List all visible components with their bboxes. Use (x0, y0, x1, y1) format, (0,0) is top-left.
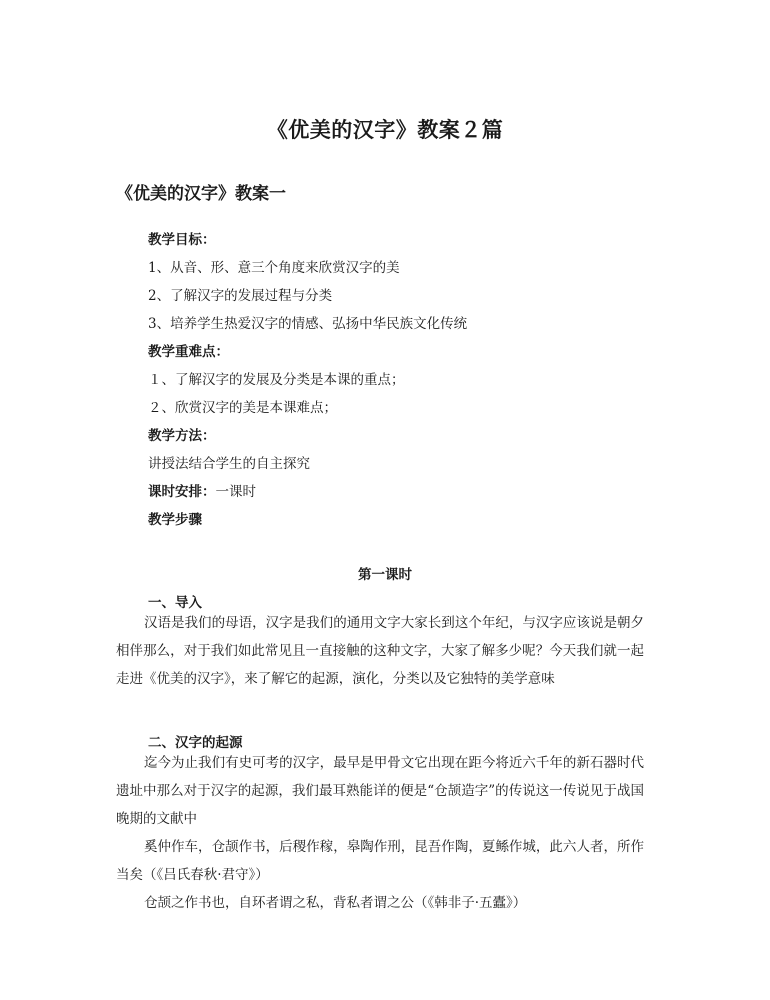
method-text: 讲授法结合学生的自主探究 (148, 456, 310, 472)
objective-item: 2、了解汉字的发展过程与分类 (148, 288, 333, 304)
schedule-label: 课时安排： (148, 484, 216, 500)
document-title: 《优美的汉字》教案２篇 (266, 117, 504, 142)
key-point-item: ２、欣赏汉字的美是本课难点； (148, 400, 337, 416)
document-subtitle: 《优美的汉字》教案一 (116, 184, 286, 204)
schedule-line (148, 480, 256, 500)
objective-item: 3、培养学生热爱汉字的情感、弘扬中华民族文化传统 (148, 316, 468, 332)
steps-heading: 教学步骤 (148, 512, 202, 528)
key-point-item: １、了解汉字的发展及分类是本课的重点； (148, 372, 405, 388)
section1-paragraph: 汉语是我们的母语，汉字是我们的通用文字大家长到这个年纪，与汉字应该说是朝夕相伴那么，对于我们如此常见且一直接触的这种文字，大家了解多少呢？今天我们就一起走进《优美的汉字》，来了解它的起源，演化，分类以及它独特的美学意味 (116, 615, 644, 687)
section2-heading: 二、汉字的起源 (148, 735, 243, 751)
section2-paragraph: 奚仲作车，仓颉作书，后稷作稼，皋陶作刑，昆吾作陶，夏鲧作城，此六人者，所作当矣（《吕氏春秋·君守》） (116, 839, 644, 883)
objectives-heading: 教学目标： (148, 232, 216, 248)
objective-item: 1、从音、形、意三个角度来欣赏汉字的美 (148, 260, 400, 276)
section2-paragraph: 仓颉之作书也，自环者谓之私，背私者谓之公（《韩非子·五蠹》） (144, 895, 527, 911)
key-points-heading: 教学重难点： (148, 344, 229, 360)
schedule-value: 一课时 (215, 484, 256, 500)
section2-paragraph: 迄今为止我们有史可考的汉字，最早是甲骨文它出现在距今将近六千年的新石器时代遗址中那么对于汉字的起源，我们最耳熟能详的便是“仓颉造字”的传说这一传说见于战国晚期的文献中 (116, 755, 644, 827)
section1-heading: 一、导入 (148, 595, 202, 611)
method-heading: 教学方法： (148, 428, 216, 444)
lesson-title: 第一课时 (358, 567, 412, 583)
